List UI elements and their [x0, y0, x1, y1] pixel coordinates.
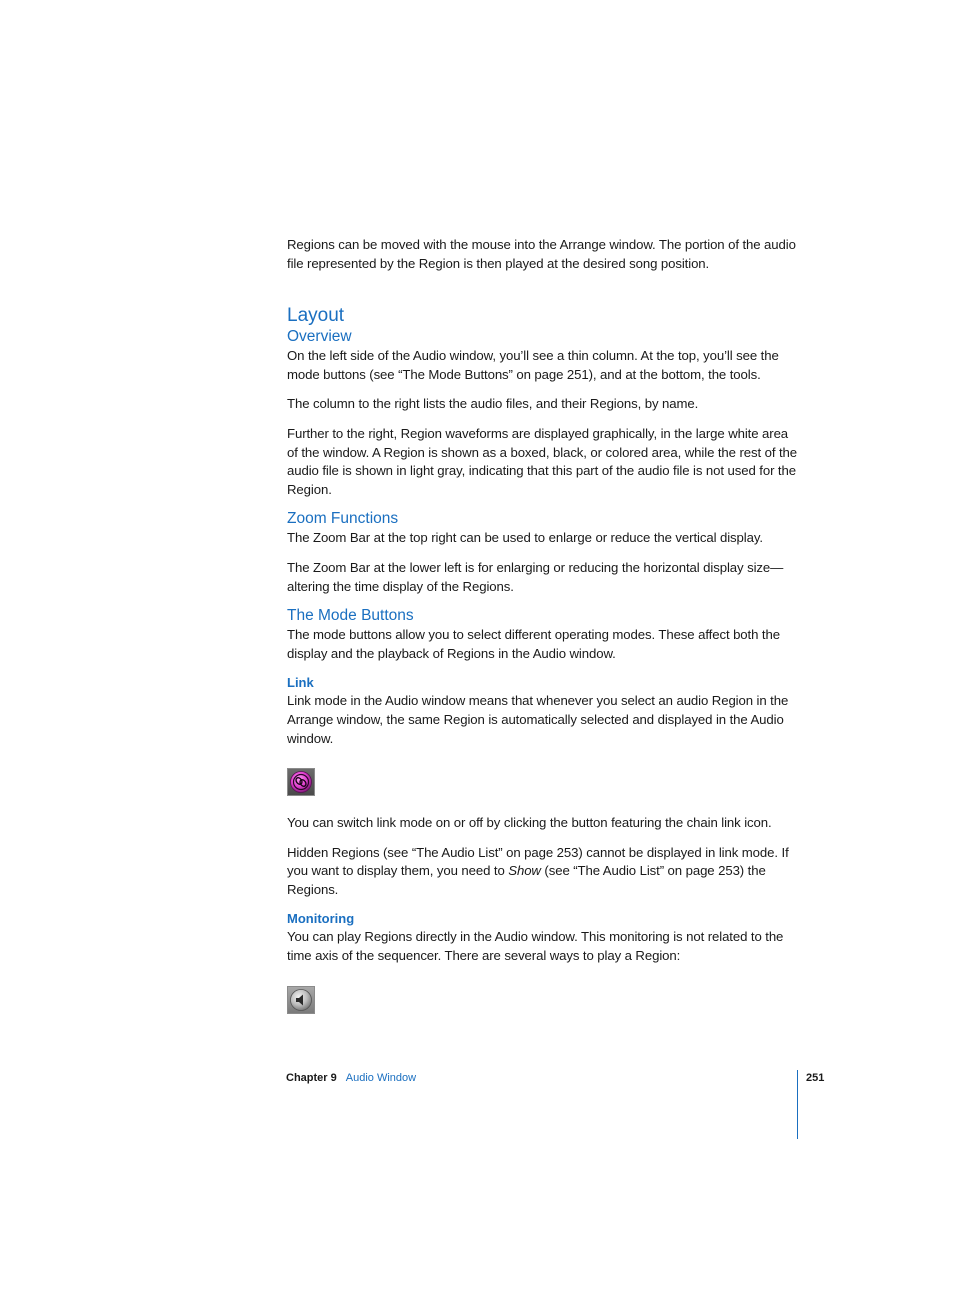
chain-link-icon — [289, 770, 313, 794]
intro-paragraph: Regions can be moved with the mouse into the Arrange window. The portion of the audio file represented by the Region is then played at the desired song position. — [287, 237, 796, 271]
zoom-paragraph-2: The Zoom Bar at the lower left is for enlarging or reducing the horizontal display size—altering the time display of the Regions. — [287, 559, 784, 594]
mode-buttons-paragraph: The mode buttons allow you to select different operating modes. These affect both the display and the playback of Regions in the Audio window. — [287, 627, 780, 661]
page-content — [287, 236, 797, 1014]
zoom-paragraph-1: The Zoom Bar at the top right can be used to enlarge or reduce the vertical display. — [287, 530, 763, 546]
overview-paragraph-2: The column to the right lists the audio files, and their Regions, by name. — [287, 396, 699, 412]
show-emphasis: Show — [508, 863, 541, 879]
link-paragraph-2: You can switch link mode on or off by clicking the button featuring the chain link icon. — [287, 815, 772, 831]
page-number: 251 — [806, 1072, 825, 1084]
link-paragraph-3 — [287, 844, 797, 900]
monitor-button[interactable] — [287, 986, 315, 1014]
footer-chapter-label: Chapter 9 — [286, 1072, 337, 1084]
link-paragraph-3-part-b: (see “The Audio List” on page 253) the Regions. — [287, 863, 766, 897]
section-title-layout: Layout — [287, 305, 345, 327]
footer-chapter-title: Audio Window — [345, 1072, 417, 1084]
link-paragraph-3-part-a: Hidden Regions (see “The Audio List” on page 253) cannot be displayed in link mode. If you want to display them, you need to — [287, 844, 789, 879]
monitoring-paragraph: You can play Regions directly in the Audio window. This monitoring is not related to the time axis of the sequencer. There are several ways to play a Region: — [287, 929, 784, 964]
speaker-icon — [289, 988, 313, 1012]
heading-overview: Overview — [287, 328, 352, 346]
link-paragraph-1: Link mode in the Audio window means that whenever you select an audio Region in the Arrange window, the same Region is automatically selected and displayed in the Audio window. — [287, 693, 789, 746]
page-footer — [286, 1070, 416, 1086]
heading-link: Link — [287, 675, 314, 691]
heading-zoom-functions: Zoom Functions — [287, 510, 399, 528]
overview-paragraph-3: Further to the right, Region waveforms are displayed graphically, in the large white area of the window. A Region is shown as a boxed, black, or colored area, while the rest of the audio file is shown in light gray, indicating that this part of the audio file is not used for the Region. — [287, 425, 798, 497]
overview-paragraph-1: On the left side of the Audio window, you’ll see a thin column. At the top, you’ll see the mode buttons (see “The Mode Buttons” on page 251), and at the bottom, the tools. — [287, 348, 779, 382]
link-mode-button[interactable] — [287, 768, 315, 796]
footer-divider — [797, 1070, 798, 1139]
heading-monitoring: Monitoring — [287, 911, 355, 927]
heading-mode-buttons: The Mode Buttons — [287, 607, 414, 625]
